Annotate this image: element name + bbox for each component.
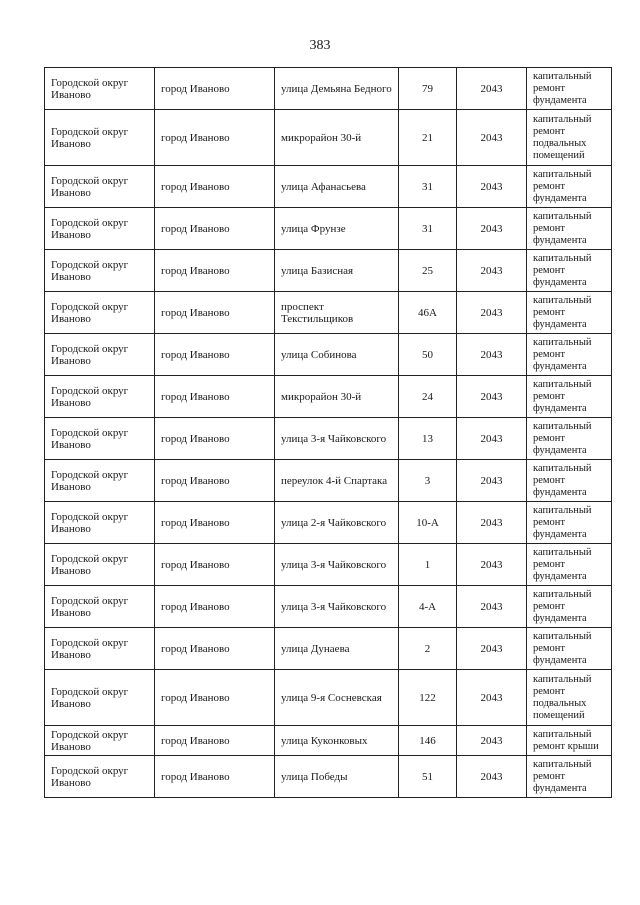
house-number-cell: 1 (399, 544, 457, 586)
district-cell: Городской округ Иваново (45, 166, 155, 208)
district-cell: Городской округ Иваново (45, 208, 155, 250)
district-cell: Городской округ Иваново (45, 502, 155, 544)
house-number-cell: 21 (399, 110, 457, 166)
district-cell: Городской округ Иваново (45, 110, 155, 166)
work-type-cell: капитальный ремонт фундамента (527, 68, 612, 110)
house-number-cell: 46А (399, 292, 457, 334)
street-cell: улица Базисная (275, 250, 399, 292)
street-cell: улица 9-я Сосневская (275, 670, 399, 726)
district-cell: Городской округ Иваново (45, 460, 155, 502)
year-cell: 2043 (457, 628, 527, 670)
street-cell: микрорайон 30-й (275, 376, 399, 418)
district-cell: Городской округ Иваново (45, 628, 155, 670)
table-row (45, 334, 612, 376)
city-cell: город Иваново (155, 250, 275, 292)
year-cell: 2043 (457, 208, 527, 250)
house-number-cell: 50 (399, 334, 457, 376)
table-row (45, 250, 612, 292)
district-cell: Городской округ Иваново (45, 68, 155, 110)
table-row (45, 756, 612, 798)
house-number-cell: 51 (399, 756, 457, 798)
year-cell: 2043 (457, 334, 527, 376)
house-number-cell: 122 (399, 670, 457, 726)
table-row (45, 670, 612, 726)
year-cell: 2043 (457, 502, 527, 544)
street-cell: улица Фрунзе (275, 208, 399, 250)
year-cell: 2043 (457, 292, 527, 334)
year-cell: 2043 (457, 726, 527, 756)
work-type-cell: капитальный ремонт фундамента (527, 544, 612, 586)
house-number-cell: 79 (399, 68, 457, 110)
city-cell: город Иваново (155, 334, 275, 376)
city-cell: город Иваново (155, 586, 275, 628)
page-number: 383 (309, 38, 331, 53)
work-type-cell: капитальный ремонт фундамента (527, 334, 612, 376)
work-type-cell: капитальный ремонт фундамента (527, 460, 612, 502)
district-cell: Городской округ Иваново (45, 726, 155, 756)
table-row (45, 502, 612, 544)
city-cell: город Иваново (155, 756, 275, 798)
year-cell: 2043 (457, 250, 527, 292)
work-type-cell: капитальный ремонт фундамента (527, 628, 612, 670)
table-row (45, 68, 612, 110)
street-cell: улица 3-я Чайковского (275, 544, 399, 586)
work-type-cell: капитальный ремонт фундамента (527, 208, 612, 250)
district-cell: Городской округ Иваново (45, 334, 155, 376)
street-cell: улица 3-я Чайковского (275, 586, 399, 628)
house-number-cell: 2 (399, 628, 457, 670)
district-cell: Городской округ Иваново (45, 544, 155, 586)
street-cell: улица Куконковых (275, 726, 399, 756)
city-cell: город Иваново (155, 208, 275, 250)
work-type-cell: капитальный ремонт фундамента (527, 502, 612, 544)
district-cell: Городской округ Иваново (45, 418, 155, 460)
year-cell: 2043 (457, 544, 527, 586)
district-cell: Городской округ Иваново (45, 376, 155, 418)
city-cell: город Иваново (155, 68, 275, 110)
year-cell: 2043 (457, 166, 527, 208)
city-cell: город Иваново (155, 502, 275, 544)
house-number-cell: 10-А (399, 502, 457, 544)
city-cell: город Иваново (155, 460, 275, 502)
district-cell: Городской округ Иваново (45, 250, 155, 292)
street-cell: улица 2-я Чайковского (275, 502, 399, 544)
year-cell: 2043 (457, 756, 527, 798)
street-cell: улица Афанасьева (275, 166, 399, 208)
street-cell: улица Победы (275, 756, 399, 798)
work-type-cell: капитальный ремонт крыши (527, 726, 612, 756)
work-type-cell: капитальный ремонт фундамента (527, 586, 612, 628)
house-number-cell: 4-А (399, 586, 457, 628)
table-row (45, 166, 612, 208)
street-cell: улица Дунаева (275, 628, 399, 670)
table-row (45, 292, 612, 334)
street-cell: улица Собинова (275, 334, 399, 376)
year-cell: 2043 (457, 670, 527, 726)
house-number-cell: 3 (399, 460, 457, 502)
house-number-cell: 31 (399, 208, 457, 250)
house-number-cell: 146 (399, 726, 457, 756)
street-cell: улица 3-я Чайковского (275, 418, 399, 460)
table-row (45, 460, 612, 502)
year-cell: 2043 (457, 110, 527, 166)
table-row (45, 628, 612, 670)
house-number-cell: 13 (399, 418, 457, 460)
street-cell: улица Демьяна Бедного (275, 68, 399, 110)
repair-schedule-table (44, 67, 612, 798)
year-cell: 2043 (457, 418, 527, 460)
table-row (45, 544, 612, 586)
street-cell: проспект Текстильщиков (275, 292, 399, 334)
work-type-cell: капитальный ремонт подвальных помещений (527, 670, 612, 726)
table-row (45, 586, 612, 628)
district-cell: Городской округ Иваново (45, 586, 155, 628)
work-type-cell: капитальный ремонт фундамента (527, 292, 612, 334)
table-row (45, 726, 612, 756)
city-cell: город Иваново (155, 376, 275, 418)
year-cell: 2043 (457, 376, 527, 418)
house-number-cell: 25 (399, 250, 457, 292)
year-cell: 2043 (457, 586, 527, 628)
city-cell: город Иваново (155, 292, 275, 334)
year-cell: 2043 (457, 68, 527, 110)
work-type-cell: капитальный ремонт фундамента (527, 418, 612, 460)
district-cell: Городской округ Иваново (45, 292, 155, 334)
street-cell: переулок 4-й Спартака (275, 460, 399, 502)
city-cell: город Иваново (155, 110, 275, 166)
city-cell: город Иваново (155, 628, 275, 670)
work-type-cell: капитальный ремонт фундамента (527, 756, 612, 798)
city-cell: город Иваново (155, 418, 275, 460)
work-type-cell: капитальный ремонт фундамента (527, 250, 612, 292)
city-cell: город Иваново (155, 544, 275, 586)
table-row (45, 110, 612, 166)
work-type-cell: капитальный ремонт подвальных помещений (527, 110, 612, 166)
city-cell: город Иваново (155, 726, 275, 756)
house-number-cell: 24 (399, 376, 457, 418)
work-type-cell: капитальный ремонт фундамента (527, 166, 612, 208)
street-cell: микрорайон 30-й (275, 110, 399, 166)
table-row (45, 208, 612, 250)
work-type-cell: капитальный ремонт фундамента (527, 376, 612, 418)
city-cell: город Иваново (155, 166, 275, 208)
table-row (45, 418, 612, 460)
year-cell: 2043 (457, 460, 527, 502)
house-number-cell: 31 (399, 166, 457, 208)
district-cell: Городской округ Иваново (45, 756, 155, 798)
district-cell: Городской округ Иваново (45, 670, 155, 726)
table-row (45, 376, 612, 418)
city-cell: город Иваново (155, 670, 275, 726)
